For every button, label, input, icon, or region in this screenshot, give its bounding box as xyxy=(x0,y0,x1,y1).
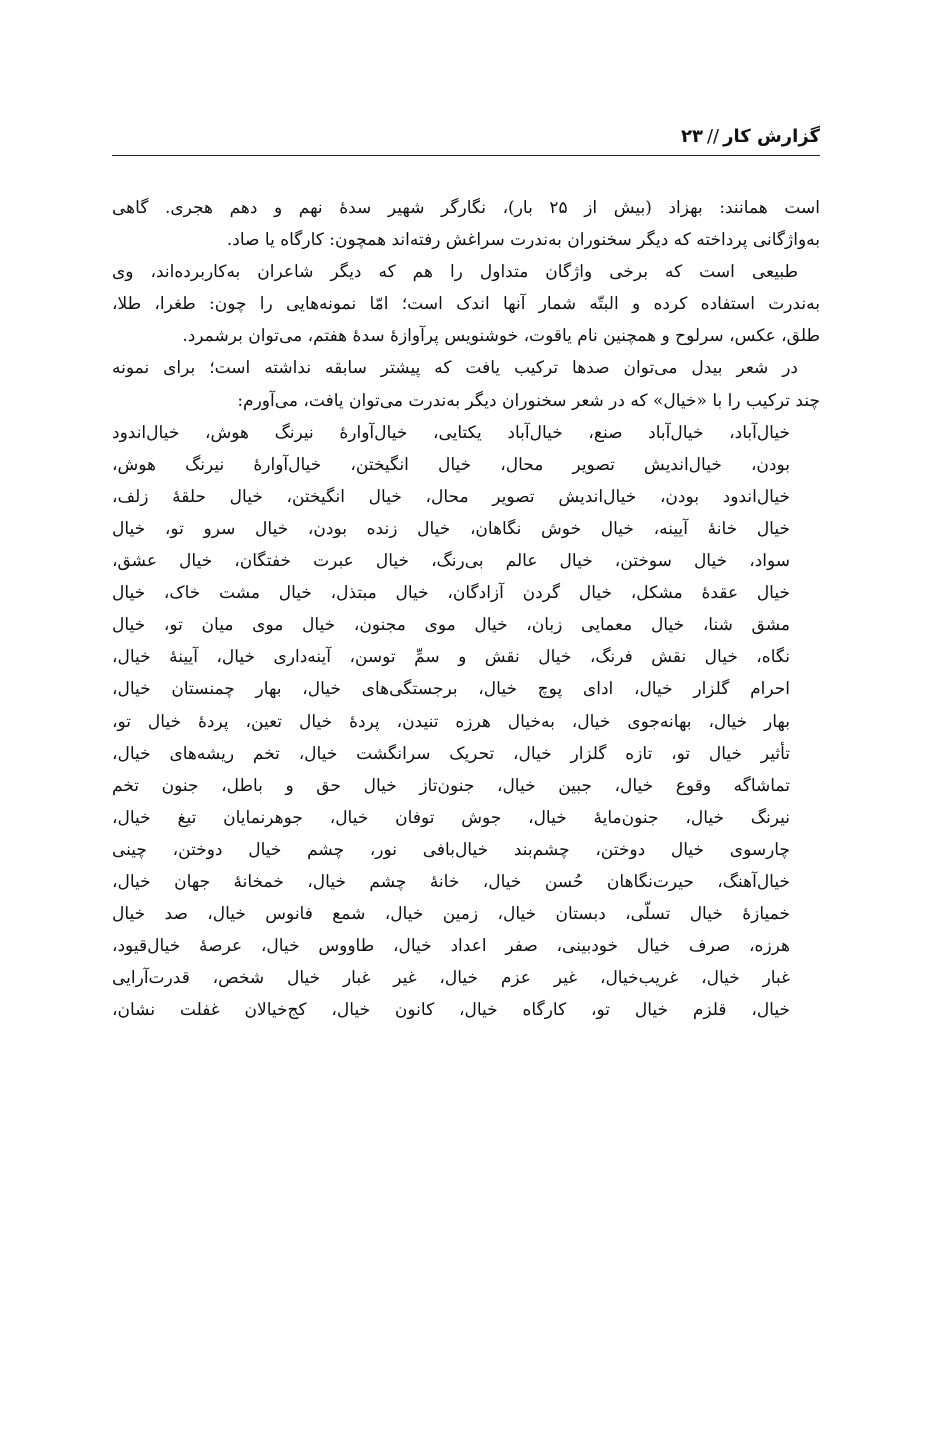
text-line: هرزه، صرف خیال خودبینی، صفر اعداد خیال، طاووس خیال، عرصهٔ خیال‌قیود، xyxy=(112,936,790,957)
text-line: به‌ندرت استفاده کرده و البتّه شمار آنها اندک است؛ امّا نمونه‌هایی را چون: طغرا، طلا، xyxy=(112,294,820,315)
text-line: خیال‌اندود بودن، خیال‌اندیش تصویر محال، خیال انگیختن، خیال حلقهٔ زلف، xyxy=(112,486,790,507)
running-header xyxy=(112,124,820,150)
running-header-title: گزارش کار xyxy=(723,126,820,147)
running-header-separator: // xyxy=(706,126,720,147)
text-line: خیال، قلزم خیال تو، کارگاه خیال، کانون خیال، کج‌خیالان غفلت نشان، xyxy=(112,1000,790,1021)
text-line: مشق شنا، خیال معمایی زبان، خیال موی مجنون، خیال موی میان تو، خیال xyxy=(112,615,790,636)
text-line: به‌واژگانی پرداخته که دیگر سخنوران به‌ندرت سراغش رفته‌اند همچون: کارگاه یا صاد. xyxy=(226,230,820,251)
body-text xyxy=(112,192,820,1026)
text-line: خیال‌آباد، خیال‌آباد صنع، خیال‌آباد یکتایی، خیال‌آوارهٔ نیرنگ هوش، خیال‌اندود xyxy=(112,422,790,443)
text-line: سواد، خیال سوختن، خیال عالم بی‌رنگ، خیال عبرت خفتگان، خیال عشق، xyxy=(112,551,790,572)
text-line: بودن، خیال‌اندیش تصویر محال، خیال انگیختن، خیال‌آوارهٔ نیرنگ هوش، xyxy=(112,454,790,475)
text-line: غبار خیال، غریب‌خیال، غیر عزم خیال، غیر غبار خیال شخص، قدرت‌آرایی xyxy=(112,968,791,989)
text-line: چارسوی خیال دوختن، چشم‌بند خیال‌بافی نور، چشم خیال دوختن، چینی xyxy=(112,839,790,860)
text-line: خیال عقدهٔ مشکل، خیال گردن آزادگان، خیال مبتذل، خیال مشت خاک، خیال xyxy=(112,583,790,604)
text-line: در شعر بیدل می‌توان صدها ترکیب یافت که پیشتر سابقه نداشته است؛ برای نمونه xyxy=(112,358,798,379)
header-rule xyxy=(112,155,820,156)
text-line: خیال خانهٔ آیینه، خیال خوش نگاهان، خیال زنده بودن، خیال سرو تو، خیال xyxy=(112,518,790,539)
text-line: تأثیر خیال تو، تازه گلزار خیال، تحریک سرانگشت خیال، تخم ریشه‌های خیال، xyxy=(112,743,790,764)
text-line: خمیازهٔ خیال تسلّی، دبستان خیال، زمین خیال، شمع فانوس خیال، صد خیال xyxy=(112,904,790,925)
text-line: تماشاگه وقوع خیال، جبین خیال، جنون‌تاز خیال حق و باطل، جنون تخم xyxy=(112,775,790,796)
text-line: طلق، عکس، سرلوح و همچنین نام یاقوت، خوشنویس پرآوازهٔ سدهٔ هفتم، می‌توان برشمرد. xyxy=(182,326,820,347)
text-line: احرام گلزار خیال، ادای پوچ خیال، برجستگی‌های خیال، بهار چمنستان خیال، xyxy=(112,679,790,700)
text-line: طبیعی است که برخی واژگان متداول را هم که دیگر شاعران به‌کاربرده‌اند، وی xyxy=(112,262,798,283)
text-line: بهار خیال، بهانه‌جوی خیال، به‌خیال هرزه تنیدن، پردهٔ خیال تعین، پردهٔ خیال تو، xyxy=(112,711,790,732)
text-line: نیرنگ خیال، جنون‌مایهٔ خیال، جوش توفان خیال، جوهرنمایان تیغ خیال، xyxy=(112,807,790,828)
text-line: نگاه، خیال نقش فرنگ، خیال نقش و سمِّ توسن، آینه‌داری خیال، آیینهٔ خیال، xyxy=(112,647,790,668)
text-line: خیال‌آهنگ، حیرت‌نگاهان حُسن خیال، خانهٔ چشم خیال، خمخانهٔ جهان خیال، xyxy=(112,871,790,892)
page-number: ۲۳ xyxy=(680,126,703,147)
text-line: چند ترکیب را با «خیال» که در شعر سخنوران دیگر به‌ندرت می‌توان یافت، می‌آورم: xyxy=(237,390,820,411)
text-line: است همانند: بهزاد (بیش از ۲۵ بار)، نگارگر شهیر سدهٔ نهم و دهم هجری. گاهی xyxy=(112,198,820,218)
